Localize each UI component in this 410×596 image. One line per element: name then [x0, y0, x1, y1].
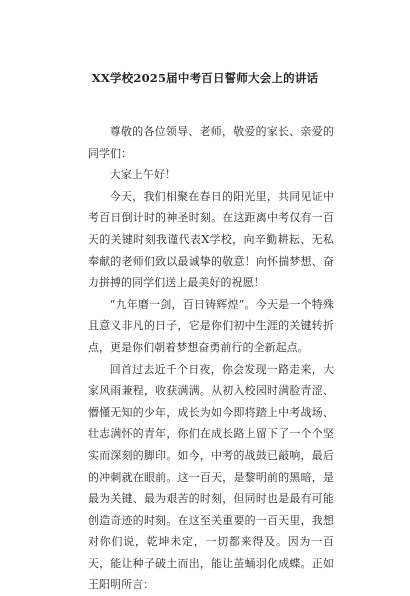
opening-paragraph: 今天，我们相聚在春日的阳光里，共同见证中考百日倒计时的神圣时刻。在这距离中考仅有一百天的关键时刻我谨代表X学校，向辛勤耕耘、无私奉献的老师们致以最诚挚的敬意！向怀揣梦想、奋力拼搏的同学们送上最美好的祝愿！ — [88, 189, 334, 290]
reflection-paragraph: 回首过去近千个日夜，你会发现一路走来，大家风雨兼程，收获满满。从初入校园时满脸青涩、懵懂无知的少年，成长为如今即将踏上中考战场、壮志满怀的青年，你们在成长路上留下了一个个坚实而深刻的脚印。如今，中考的战鼓已敲响，最后的冲刺就在眼前。这一百天，是黎明前的黑暗，是最为关键、最为艰苦的时刻，但同时也是最有可能创造奇迹的时刻。在这至关重要的一百天里，我想对你们说，乾坤未定，一切都来得及。因为一百天，能让种子破土而出，能让茧蛹羽化成蝶。正如王阳明所言： — [88, 362, 334, 592]
salutation-paragraph: 尊敬的各位领导、老师，敬爱的家长、亲爱的同学们： — [88, 125, 334, 160]
greeting-paragraph: 大家上午好！ — [109, 168, 177, 182]
quote-paragraph: “九年磨一剑，百日铸辉煌”。今天是一个特殊且意义非凡的日子，它是你们初中生涯的关键转折点，更是你们朝着梦想奋勇前行的全新起点。 — [88, 297, 334, 354]
document-body — [88, 121, 334, 596]
document-title: XX学校2025届中考百日誓师大会上的讲话 — [91, 71, 319, 85]
